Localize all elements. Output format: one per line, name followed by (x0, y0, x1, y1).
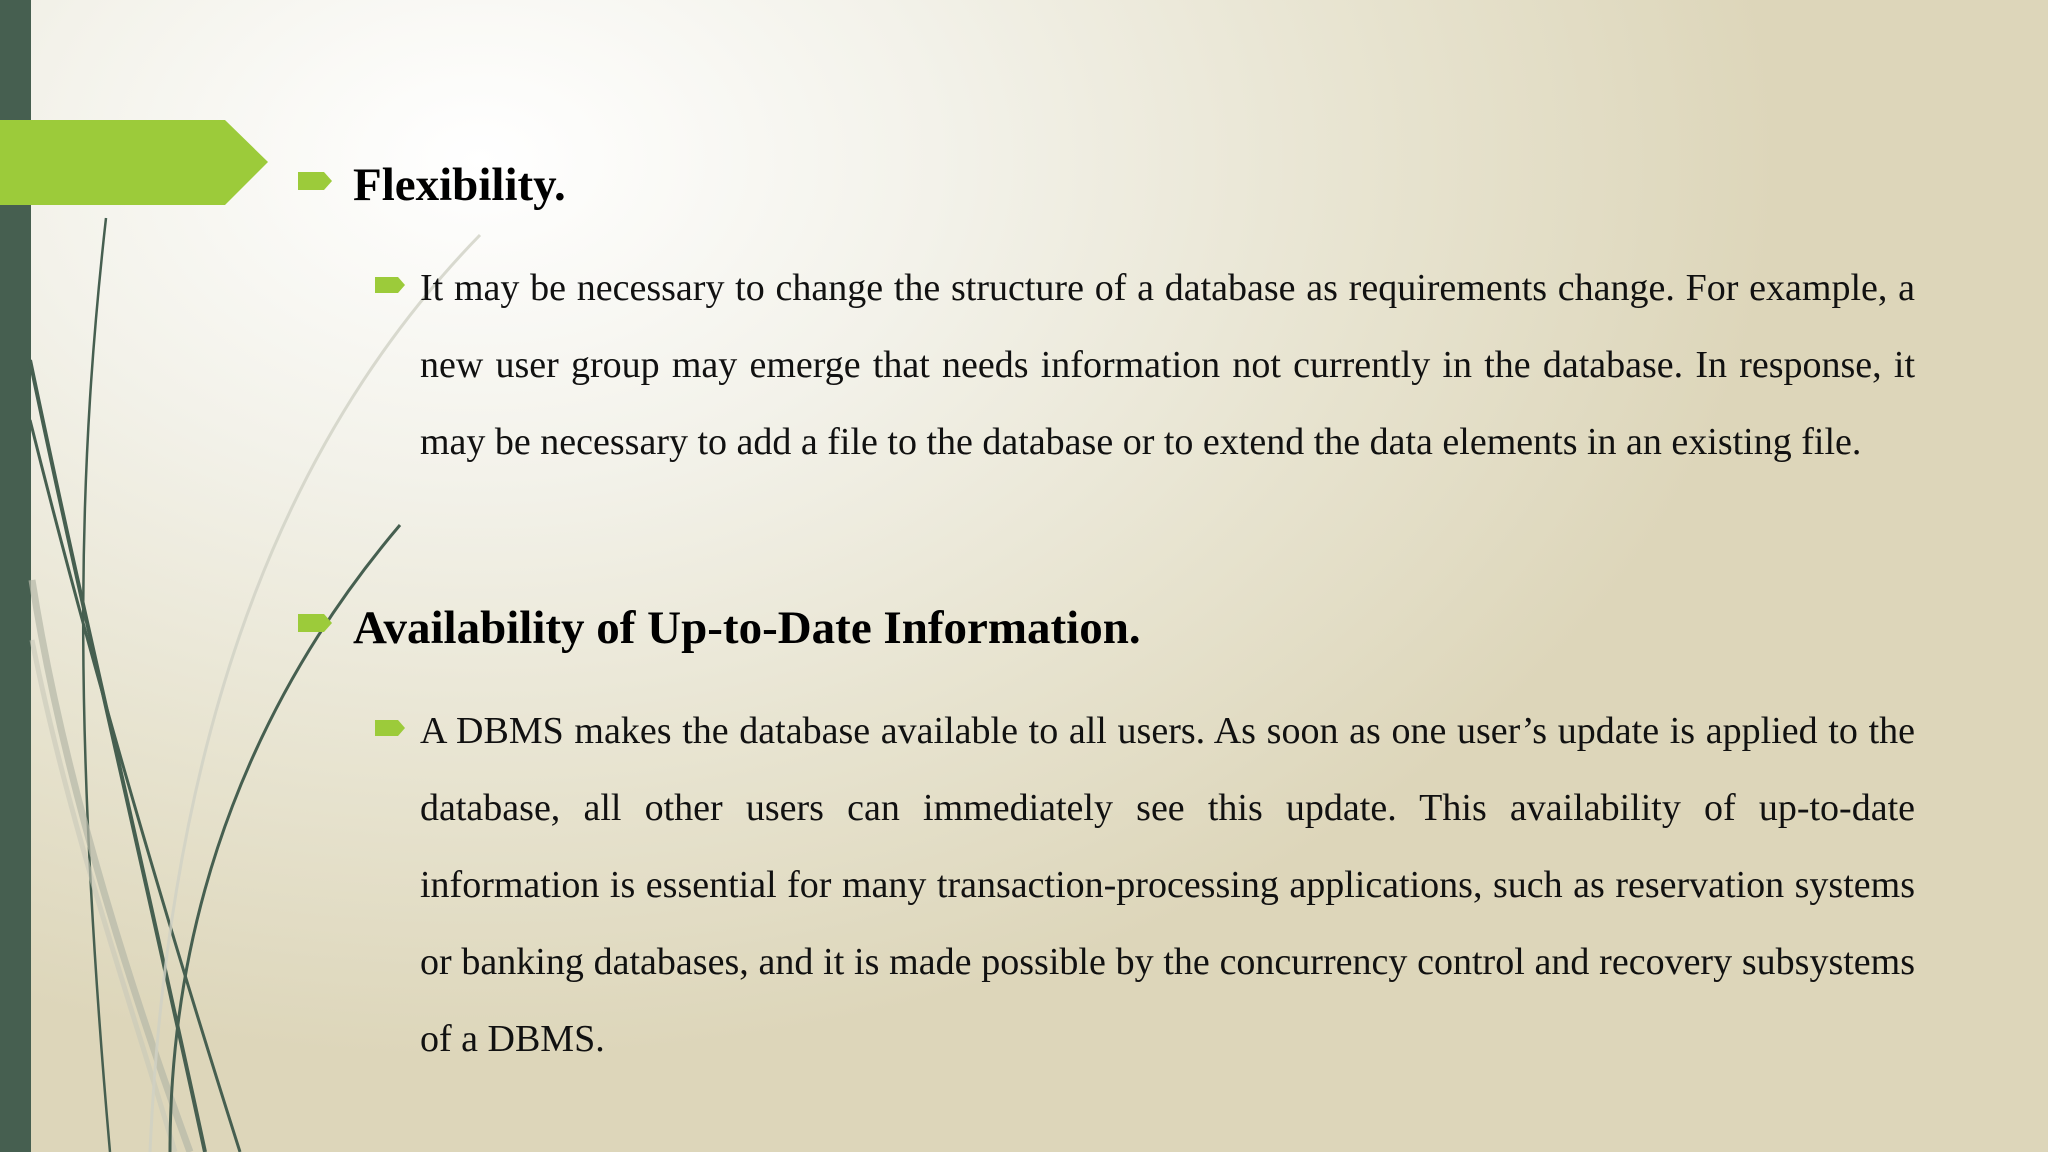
section-heading-flexibility: Flexibility. (353, 159, 566, 211)
section-body-availability: A DBMS makes the database available to all users. As soon as one user’s update is applied to the database, all other users can immediately see this update. This availability of up-to-date information is essential for many transaction-processing applications, such as reservation systems or banking databases, and it is made possible by the concurrency control and recovery subsystems of a DBMS. (420, 710, 1915, 1060)
section-body-flexibility: It may be necessary to change the structure of a database as requirements change. For example, a new user group may emerge that needs information not currently in the database. In response, it may be necessary to add a file to the database or to extend the data elements in an existing file. (420, 267, 1915, 463)
section-heading-availability: Availability of Up-to-Date Information. (353, 602, 1141, 654)
arrow-bullet-icon (298, 612, 334, 634)
arrow-bullet-icon (375, 718, 407, 738)
arrow-bullet-icon (298, 170, 334, 192)
arrow-bullet-icon (375, 275, 407, 295)
